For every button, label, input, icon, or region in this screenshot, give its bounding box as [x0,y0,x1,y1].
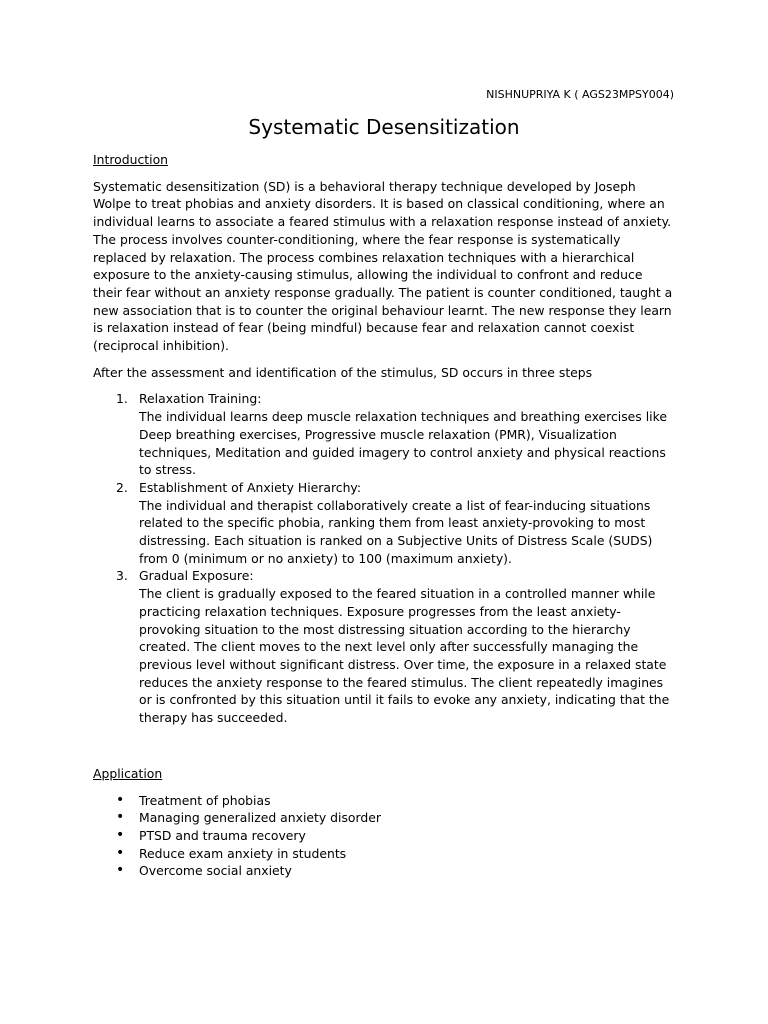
list-item: • Overcome social anxiety [139,862,675,880]
application-heading: Application [93,765,163,781]
step-item [139,567,675,726]
step-title: Establishment of Anxiety Hierarchy: [139,479,362,495]
step-item [139,479,675,568]
steps-list [93,390,675,726]
list-item: • Treatment of phobias [139,792,675,810]
steps-intro-paragraph: After the assessment and identification of the stimulus, SD occurs in three steps [93,364,593,380]
list-item: • Managing generalized anxiety disorder [139,809,675,827]
application-list [93,792,675,881]
step-title: Relaxation Training: [139,391,262,407]
step-body: The individual learns deep muscle relaxation techniques and breathing exercises like Deep breathing exercises, Progressive muscle relaxation (PMR), Visualization techniques, Meditation and guided imagery to control anxiety and physical reactions to stress. [139,409,667,478]
list-item: • Reduce exam anxiety in students [139,845,675,863]
document-title: Systematic Desensitization [248,115,520,139]
author-line: NISHNUPRIYA K ( AGS23MPSY004) [486,88,674,101]
section-spacer [93,727,675,765]
step-body: The client is gradually exposed to the feared situation in a controlled manner while practicing relaxation techniques. Exposure progresses from the least anxiety-provoking situation to the most distressing situation according to the hierarchy created. The client moves to the next level only after successfully managing the previous level without significant distress. Over time, the exposure in a relaxed state reduces the anxiety response to the feared stimulus. The client repeatedly imagines or is confronted by this situation until it fails to evoke any anxiety, indicating that the therapy has succeeded. [139,586,670,726]
list-item: • PTSD and trauma recovery [139,827,675,845]
introduction-heading: Introduction [93,152,169,167]
introduction-paragraph: Systematic desensitization (SD) is a behavioral therapy technique developed by Joseph Wolpe to treat phobias and anxiety disorders. It is based on classical conditioning, where an individual learns to associate a feared stimulus with a relaxation response instead of anxiety. The process involves counter-conditioning, where the fear response is systematically replaced by relaxation. The process combines relaxation techniques with a hierarchical exposure to the anxiety-causing stimulus, allowing the individual to confront and reduce their fear without an anxiety response gradually. The patient is counter conditioned, taught a new association that is to counter the original behaviour learnt. The new response they learn is relaxation instead of fear (being mindful) because fear and relaxation cannot coexist (reciprocal inhibition). [93,178,673,354]
document-body [93,151,675,880]
step-body: The individual and therapist collaboratively create a list of fear-inducing situations related to the specific phobia, ranking them from least anxiety-provoking to most distressing. Each situation is ranked on a Subjective Units of Distress Scale (SUDS) from 0 (minimum or no anxiety) to 100 (maximum anxiety). [139,497,653,566]
step-title: Gradual Exposure: [139,568,254,584]
step-item [139,390,675,479]
